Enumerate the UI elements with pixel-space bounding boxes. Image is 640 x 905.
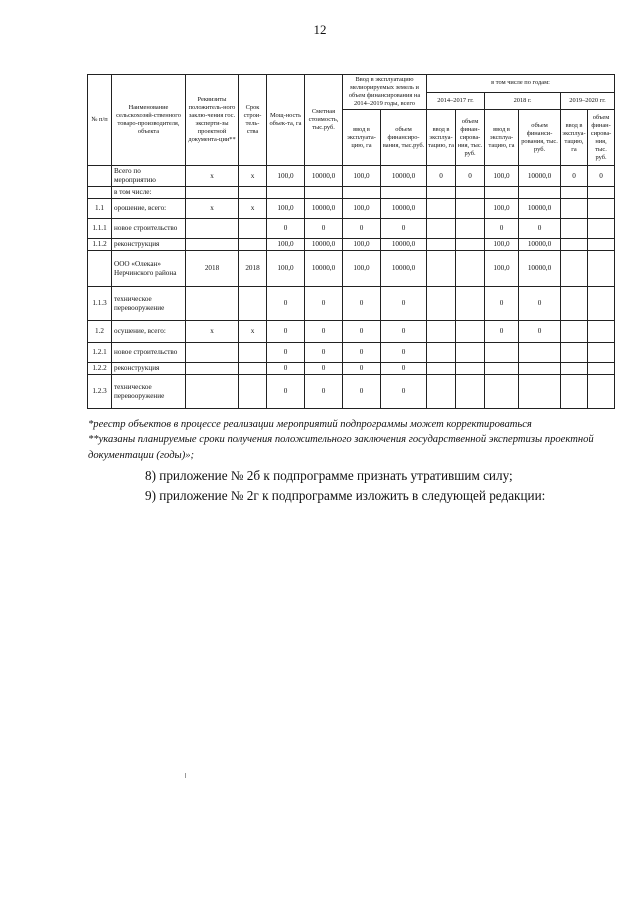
row-cost: 10000,0 bbox=[305, 199, 343, 219]
row-y3-ha bbox=[561, 219, 588, 239]
row-requisites bbox=[186, 287, 239, 321]
row-y3-ha bbox=[561, 187, 588, 199]
row-y3-fin bbox=[588, 343, 615, 363]
header-y1-fin: объем финан-сирова-ния, тыс. руб. bbox=[456, 110, 485, 166]
row-intro-ha: 100,0 bbox=[343, 166, 381, 187]
row-y2-ha: 0 bbox=[485, 219, 519, 239]
row-power: 0 bbox=[267, 219, 305, 239]
row-num: 1.2.3 bbox=[88, 375, 112, 409]
header-y2-ha: ввод в эксплуа-тацию, га bbox=[485, 110, 519, 166]
row-y3-ha bbox=[561, 343, 588, 363]
row-name: орошение, всего: bbox=[112, 199, 186, 219]
row-name: техническое перевооружение bbox=[112, 375, 186, 409]
row-intro-fin: 10000,0 bbox=[381, 251, 427, 287]
row-term: х bbox=[239, 321, 267, 343]
row-y1-fin bbox=[456, 239, 485, 251]
row-y3-fin bbox=[588, 187, 615, 199]
row-intro-fin: 0 bbox=[381, 343, 427, 363]
document-items bbox=[145, 466, 625, 507]
row-term bbox=[239, 375, 267, 409]
row-term bbox=[239, 187, 267, 199]
row-y1-fin bbox=[456, 219, 485, 239]
row-requisites: х bbox=[186, 321, 239, 343]
row-y3-ha bbox=[561, 287, 588, 321]
data-table-wrapper bbox=[87, 74, 614, 409]
header-intro-group: Ввод в эксплуатацию мелиорируемых земель и объем финансирования на 2014–2019 годы, всего bbox=[343, 75, 427, 110]
table-row bbox=[88, 363, 615, 375]
row-y1-ha: 0 bbox=[427, 166, 456, 187]
row-y2-fin: 10000,0 bbox=[519, 251, 561, 287]
row-num bbox=[88, 251, 112, 287]
row-requisites bbox=[186, 187, 239, 199]
row-intro-ha: 0 bbox=[343, 363, 381, 375]
row-cost: 0 bbox=[305, 219, 343, 239]
row-requisites bbox=[186, 343, 239, 363]
header-y1-ha: ввод в эксплуа-тацию, га bbox=[427, 110, 456, 166]
row-y1-ha bbox=[427, 363, 456, 375]
row-y1-fin bbox=[456, 321, 485, 343]
footnote-2: **указаны планируемые сроки получения положительного заключения государственной экспертизы проектной документации (годы)»; bbox=[88, 434, 594, 461]
row-intro-fin: 10000,0 bbox=[381, 166, 427, 187]
row-y2-fin: 0 bbox=[519, 321, 561, 343]
row-num: 1.2 bbox=[88, 321, 112, 343]
row-requisites: 2018 bbox=[186, 251, 239, 287]
row-y3-fin bbox=[588, 287, 615, 321]
row-y3-ha bbox=[561, 375, 588, 409]
row-y2-fin: 10000,0 bbox=[519, 239, 561, 251]
header-y3-ha: ввод в эксплуа-тацию, га bbox=[561, 110, 588, 166]
row-y3-ha bbox=[561, 321, 588, 343]
row-intro-ha: 0 bbox=[343, 287, 381, 321]
row-term: х bbox=[239, 199, 267, 219]
row-intro-fin: 0 bbox=[381, 375, 427, 409]
row-cost bbox=[305, 187, 343, 199]
row-name: осушение, всего: bbox=[112, 321, 186, 343]
row-y2-fin: 0 bbox=[519, 219, 561, 239]
row-y2-ha: 0 bbox=[485, 321, 519, 343]
row-requisites bbox=[186, 219, 239, 239]
row-num: 1.1.3 bbox=[88, 287, 112, 321]
row-y2-fin: 0 bbox=[519, 287, 561, 321]
table-body bbox=[88, 166, 615, 409]
table-row bbox=[88, 251, 615, 287]
row-intro-fin: 0 bbox=[381, 363, 427, 375]
row-requisites bbox=[186, 363, 239, 375]
header-intro-ha: ввод в эксплуата-цию, га bbox=[343, 110, 381, 166]
row-term: 2018 bbox=[239, 251, 267, 287]
row-num: 1.2.2 bbox=[88, 363, 112, 375]
row-num: 1.1.2 bbox=[88, 239, 112, 251]
row-y1-fin bbox=[456, 287, 485, 321]
row-y1-ha bbox=[427, 343, 456, 363]
row-requisites: х bbox=[186, 166, 239, 187]
row-y3-fin: 0 bbox=[588, 166, 615, 187]
row-power: 0 bbox=[267, 321, 305, 343]
row-y3-ha: 0 bbox=[561, 166, 588, 187]
row-y2-ha bbox=[485, 363, 519, 375]
row-y2-fin bbox=[519, 187, 561, 199]
row-term: х bbox=[239, 166, 267, 187]
row-power: 0 bbox=[267, 343, 305, 363]
row-term bbox=[239, 363, 267, 375]
row-term bbox=[239, 287, 267, 321]
row-power: 0 bbox=[267, 287, 305, 321]
table-row bbox=[88, 343, 615, 363]
row-power: 100,0 bbox=[267, 251, 305, 287]
row-intro-ha: 0 bbox=[343, 375, 381, 409]
row-y2-fin bbox=[519, 363, 561, 375]
row-y2-ha: 100,0 bbox=[485, 251, 519, 287]
row-y2-fin: 10000,0 bbox=[519, 199, 561, 219]
table-row bbox=[88, 187, 615, 199]
row-power: 0 bbox=[267, 375, 305, 409]
row-y2-fin bbox=[519, 343, 561, 363]
row-y1-fin bbox=[456, 375, 485, 409]
row-term bbox=[239, 343, 267, 363]
header-y3-fin: объем финан-сирова-ния, тыс. руб. bbox=[588, 110, 615, 166]
table-row bbox=[88, 199, 615, 219]
row-intro-ha: 0 bbox=[343, 219, 381, 239]
header-y2-fin: объем финанси-рования, тыс. руб. bbox=[519, 110, 561, 166]
header-year-2018: 2018 г. bbox=[485, 92, 561, 110]
row-y3-fin bbox=[588, 321, 615, 343]
header-year-2014-2017: 2014–2017 гг. bbox=[427, 92, 485, 110]
row-intro-fin: 0 bbox=[381, 321, 427, 343]
row-cost: 10000,0 bbox=[305, 239, 343, 251]
row-y1-ha bbox=[427, 239, 456, 251]
scan-mark bbox=[185, 773, 186, 778]
row-term bbox=[239, 239, 267, 251]
row-y1-ha bbox=[427, 321, 456, 343]
row-cost: 0 bbox=[305, 321, 343, 343]
row-y2-ha bbox=[485, 375, 519, 409]
table-row bbox=[88, 375, 615, 409]
row-name: новое строительство bbox=[112, 343, 186, 363]
header-term: Срок строи-тель-ства bbox=[239, 75, 267, 166]
row-power: 100,0 bbox=[267, 199, 305, 219]
row-intro-ha: 100,0 bbox=[343, 199, 381, 219]
row-y1-ha bbox=[427, 219, 456, 239]
row-y2-ha: 0 bbox=[485, 287, 519, 321]
header-requisites: Реквизиты положитель-ного заклю-чения гос. эксперти-зы проектной документа-ции** bbox=[186, 75, 239, 166]
row-name: реконструкция bbox=[112, 363, 186, 375]
row-y3-fin bbox=[588, 239, 615, 251]
table-row bbox=[88, 321, 615, 343]
row-intro-ha: 100,0 bbox=[343, 251, 381, 287]
row-y1-fin bbox=[456, 343, 485, 363]
row-y1-fin bbox=[456, 363, 485, 375]
row-y2-fin: 10000,0 bbox=[519, 166, 561, 187]
row-name: ООО «Олекан» Нерчинского района bbox=[112, 251, 186, 287]
row-name: техническое перевооружение bbox=[112, 287, 186, 321]
row-y1-fin bbox=[456, 251, 485, 287]
row-y1-ha bbox=[427, 199, 456, 219]
row-intro-ha: 0 bbox=[343, 343, 381, 363]
row-num bbox=[88, 166, 112, 187]
row-name: Всего по мероприятию bbox=[112, 166, 186, 187]
row-intro-ha: 100,0 bbox=[343, 239, 381, 251]
row-power: 0 bbox=[267, 363, 305, 375]
row-y1-fin bbox=[456, 199, 485, 219]
row-intro-fin: 10000,0 bbox=[381, 239, 427, 251]
row-y1-ha bbox=[427, 287, 456, 321]
row-name: в том числе: bbox=[112, 187, 186, 199]
table-row bbox=[88, 239, 615, 251]
row-cost: 0 bbox=[305, 287, 343, 321]
row-y3-fin bbox=[588, 251, 615, 287]
table-row bbox=[88, 166, 615, 187]
header-incl-group: в том числе по годам: bbox=[427, 75, 615, 93]
item-9: 9) приложение № 2г к подпрограмме изложить в следующей редакции: bbox=[145, 488, 546, 504]
row-y1-ha bbox=[427, 375, 456, 409]
row-y2-ha: 100,0 bbox=[485, 199, 519, 219]
header-intro-fin: объем финансиро-вания, тыс.руб. bbox=[381, 110, 427, 166]
row-cost: 0 bbox=[305, 375, 343, 409]
row-intro-fin: 0 bbox=[381, 219, 427, 239]
row-y1-ha bbox=[427, 251, 456, 287]
row-cost: 0 bbox=[305, 343, 343, 363]
row-y3-ha bbox=[561, 199, 588, 219]
row-y2-ha bbox=[485, 187, 519, 199]
row-requisites bbox=[186, 375, 239, 409]
row-cost: 10000,0 bbox=[305, 166, 343, 187]
header-power: Мощ-ность объек-та, га bbox=[267, 75, 305, 166]
row-cost: 0 bbox=[305, 363, 343, 375]
row-y1-fin bbox=[456, 187, 485, 199]
row-requisites: х bbox=[186, 199, 239, 219]
footnote-1: *реестр объектов в процессе реализации мероприятий подпрограммы может корректироваться bbox=[88, 419, 532, 430]
row-y3-ha bbox=[561, 239, 588, 251]
row-power bbox=[267, 187, 305, 199]
header-name: Наименование сельскохозяй-ственного товаро-производителя, объекта bbox=[112, 75, 186, 166]
table-row bbox=[88, 287, 615, 321]
row-power: 100,0 bbox=[267, 166, 305, 187]
row-y3-fin bbox=[588, 199, 615, 219]
row-y3-ha bbox=[561, 251, 588, 287]
data-table bbox=[87, 74, 615, 409]
row-num bbox=[88, 187, 112, 199]
page-number: 12 bbox=[313, 22, 327, 37]
row-y1-fin: 0 bbox=[456, 166, 485, 187]
row-y3-ha bbox=[561, 363, 588, 375]
row-term bbox=[239, 219, 267, 239]
row-power: 100,0 bbox=[267, 239, 305, 251]
row-cost: 10000,0 bbox=[305, 251, 343, 287]
row-y2-ha: 100,0 bbox=[485, 239, 519, 251]
row-intro-fin: 10000,0 bbox=[381, 199, 427, 219]
row-y2-ha bbox=[485, 343, 519, 363]
header-year-2019-2020: 2019–2020 гг. bbox=[561, 92, 615, 110]
row-intro-ha: 0 bbox=[343, 321, 381, 343]
table-row bbox=[88, 219, 615, 239]
row-y2-fin bbox=[519, 375, 561, 409]
row-name: реконструкция bbox=[112, 239, 186, 251]
header-num: № п/п bbox=[88, 75, 112, 166]
row-intro-fin bbox=[381, 187, 427, 199]
row-name: новое строительство bbox=[112, 219, 186, 239]
row-y3-fin bbox=[588, 363, 615, 375]
row-y1-ha bbox=[427, 187, 456, 199]
header-cost: Сметная стоимость, тыс.руб. bbox=[305, 75, 343, 166]
row-y3-fin bbox=[588, 375, 615, 409]
row-num: 1.2.1 bbox=[88, 343, 112, 363]
row-requisites bbox=[186, 239, 239, 251]
row-num: 1.1 bbox=[88, 199, 112, 219]
footnotes bbox=[88, 417, 618, 463]
row-y2-ha: 100,0 bbox=[485, 166, 519, 187]
row-intro-fin: 0 bbox=[381, 287, 427, 321]
row-num: 1.1.1 bbox=[88, 219, 112, 239]
row-y3-fin bbox=[588, 219, 615, 239]
row-intro-ha bbox=[343, 187, 381, 199]
item-8: 8) приложение № 2б к подпрограмме признать утратившим силу; bbox=[145, 468, 513, 483]
